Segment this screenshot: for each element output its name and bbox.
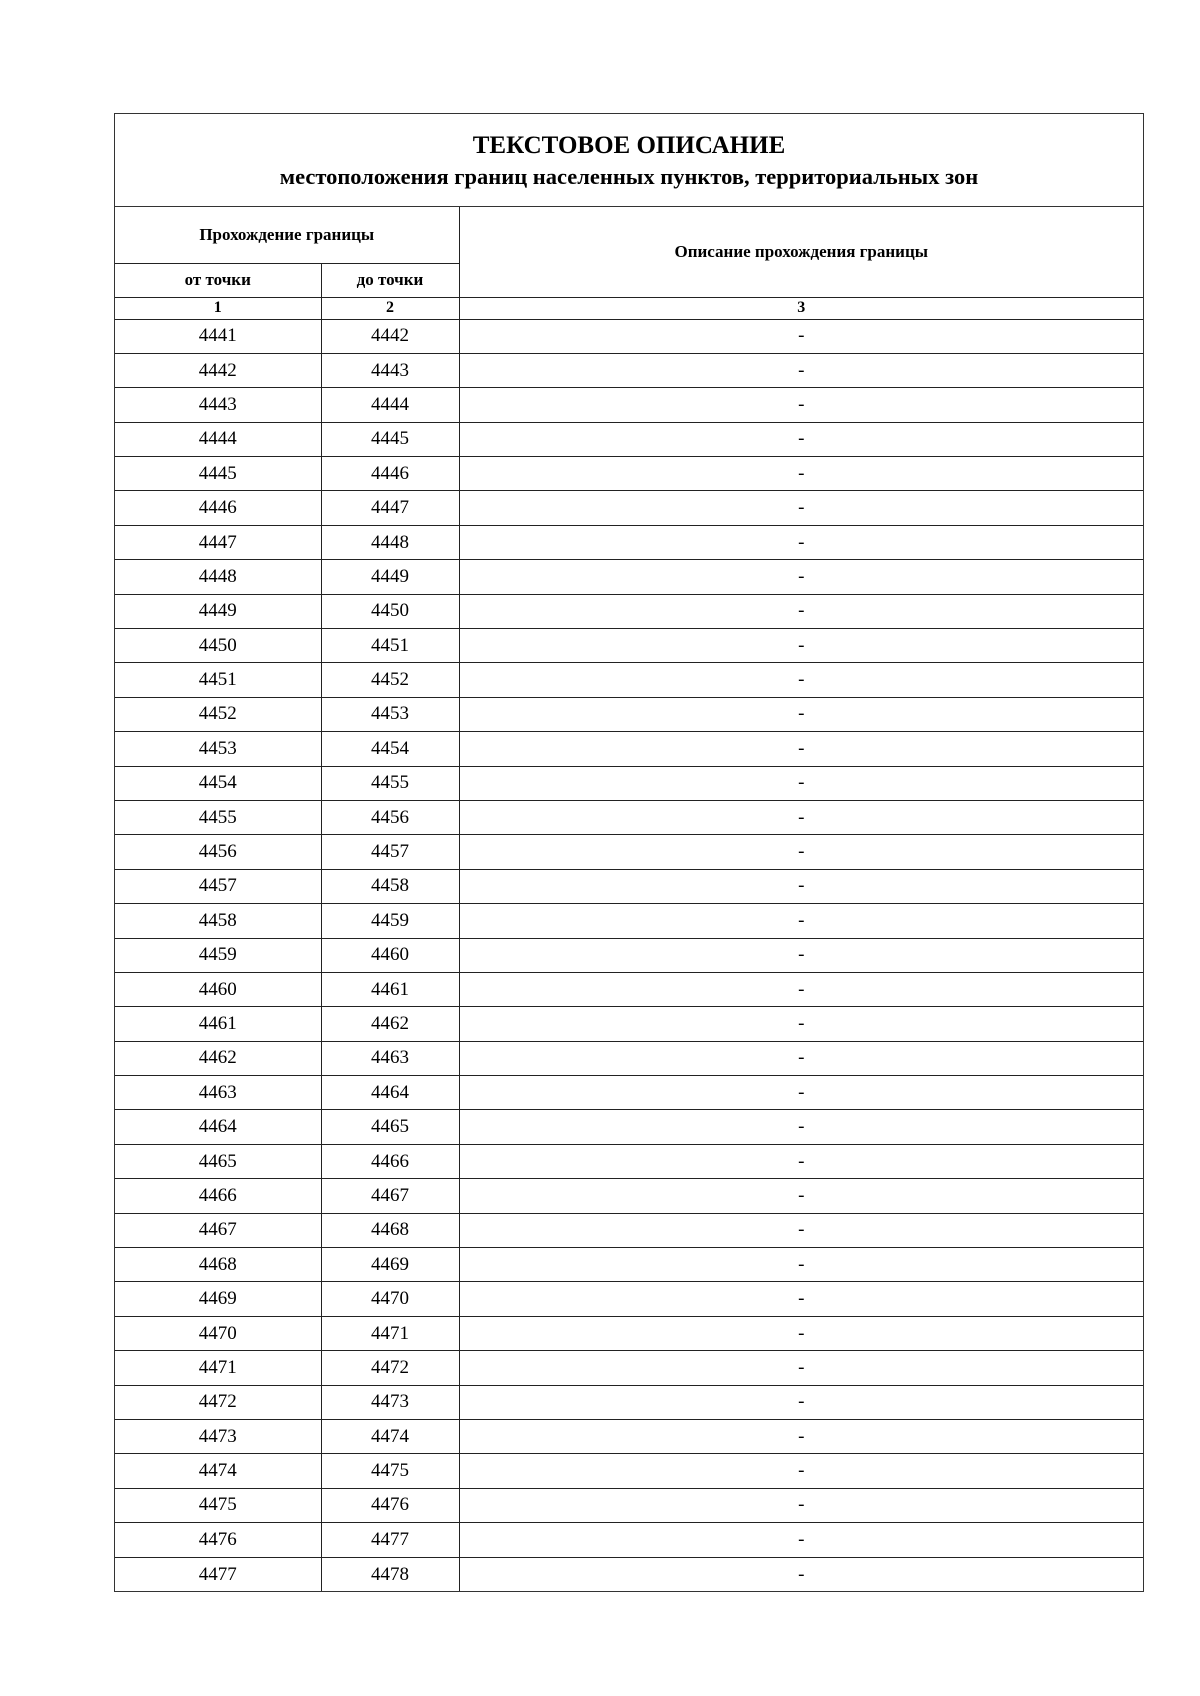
to-point-cell: 4453 [321,697,459,731]
from-point-cell: 4444 [115,422,321,456]
description-cell: - [459,1076,1143,1110]
table-row [115,938,1143,972]
description-cell: - [459,1007,1143,1041]
description-cell: - [459,697,1143,731]
table-row [115,869,1143,903]
description-cell: - [459,869,1143,903]
from-point-cell: 4474 [115,1454,321,1488]
to-point-cell: 4461 [321,972,459,1006]
to-point-cell: 4458 [321,869,459,903]
description-cell: - [459,1420,1143,1454]
description-cell: - [459,1041,1143,1075]
to-point-cell: 4466 [321,1144,459,1178]
to-point-cell: 4462 [321,1007,459,1041]
table-row [115,800,1143,834]
table-row [115,1523,1143,1557]
from-point-cell: 4452 [115,697,321,731]
boundary-table [115,207,1143,1591]
from-point-cell: 4448 [115,560,321,594]
to-point-cell: 4448 [321,525,459,559]
header-description: Описание прохождения границы [459,207,1143,297]
to-point-cell: 4467 [321,1179,459,1213]
table-row [115,1385,1143,1419]
table-row [115,319,1143,353]
description-cell: - [459,491,1143,525]
table-row [115,491,1143,525]
table-row [115,766,1143,800]
description-cell: - [459,1179,1143,1213]
header-from-point: от точки [115,263,321,297]
to-point-cell: 4450 [321,594,459,628]
to-point-cell: 4456 [321,800,459,834]
description-cell: - [459,594,1143,628]
table-row [115,732,1143,766]
description-cell: - [459,1213,1143,1247]
to-point-cell: 4451 [321,629,459,663]
table-row [115,560,1143,594]
description-cell: - [459,972,1143,1006]
from-point-cell: 4458 [115,904,321,938]
table-row [115,1248,1143,1282]
table-row [115,629,1143,663]
document-subtitle: местоположения границ населенных пунктов, территориальных зон [279,164,979,189]
description-cell: - [459,1351,1143,1385]
to-point-cell: 4468 [321,1213,459,1247]
from-point-cell: 4445 [115,457,321,491]
from-point-cell: 4468 [115,1248,321,1282]
description-cell: - [459,1144,1143,1178]
header-col-number-3: 3 [459,297,1143,319]
from-point-cell: 4449 [115,594,321,628]
from-point-cell: 4460 [115,972,321,1006]
to-point-cell: 4475 [321,1454,459,1488]
description-cell: - [459,457,1143,491]
description-cell: - [459,1488,1143,1522]
header-col-number-1: 1 [115,297,321,319]
description-cell: - [459,1523,1143,1557]
table-row [115,525,1143,559]
table-row [115,457,1143,491]
to-point-cell: 4446 [321,457,459,491]
table-row [115,1282,1143,1316]
to-point-cell: 4444 [321,388,459,422]
from-point-cell: 4457 [115,869,321,903]
from-point-cell: 4475 [115,1488,321,1522]
table-row [115,1076,1143,1110]
table-row [115,1041,1143,1075]
from-point-cell: 4463 [115,1076,321,1110]
description-cell: - [459,904,1143,938]
to-point-cell: 4478 [321,1557,459,1591]
document-title-block [115,114,1143,207]
to-point-cell: 4464 [321,1076,459,1110]
to-point-cell: 4471 [321,1316,459,1350]
to-point-cell: 4476 [321,1488,459,1522]
table-row [115,353,1143,387]
table-row [115,594,1143,628]
from-point-cell: 4453 [115,732,321,766]
table-row [115,422,1143,456]
header-boundary-passage: Прохождение границы [115,207,459,263]
table-row [115,697,1143,731]
from-point-cell: 4465 [115,1144,321,1178]
from-point-cell: 4461 [115,1007,321,1041]
description-cell: - [459,1454,1143,1488]
table-row [115,1110,1143,1144]
to-point-cell: 4454 [321,732,459,766]
to-point-cell: 4469 [321,1248,459,1282]
from-point-cell: 4471 [115,1351,321,1385]
to-point-cell: 4477 [321,1523,459,1557]
from-point-cell: 4455 [115,800,321,834]
table-row [115,1557,1143,1591]
to-point-cell: 4442 [321,319,459,353]
table-row [115,1351,1143,1385]
to-point-cell: 4445 [321,422,459,456]
table-row [115,835,1143,869]
header-col-number-2: 2 [321,297,459,319]
table-row [115,1007,1143,1041]
to-point-cell: 4472 [321,1351,459,1385]
table-body [115,319,1143,1591]
description-cell: - [459,422,1143,456]
from-point-cell: 4470 [115,1316,321,1350]
table-row [115,1144,1143,1178]
description-cell: - [459,835,1143,869]
description-cell: - [459,1557,1143,1591]
to-point-cell: 4443 [321,353,459,387]
table-row [115,972,1143,1006]
table-row [115,1488,1143,1522]
from-point-cell: 4459 [115,938,321,972]
to-point-cell: 4465 [321,1110,459,1144]
from-point-cell: 4451 [115,663,321,697]
from-point-cell: 4473 [115,1420,321,1454]
to-point-cell: 4470 [321,1282,459,1316]
to-point-cell: 4457 [321,835,459,869]
to-point-cell: 4455 [321,766,459,800]
description-cell: - [459,1385,1143,1419]
table-row [115,1316,1143,1350]
description-cell: - [459,800,1143,834]
from-point-cell: 4442 [115,353,321,387]
from-point-cell: 4469 [115,1282,321,1316]
table-row [115,904,1143,938]
description-cell: - [459,319,1143,353]
description-cell: - [459,1110,1143,1144]
from-point-cell: 4441 [115,319,321,353]
description-cell: - [459,388,1143,422]
description-cell: - [459,525,1143,559]
to-point-cell: 4452 [321,663,459,697]
description-cell: - [459,938,1143,972]
table-row [115,388,1143,422]
table-row [115,1179,1143,1213]
from-point-cell: 4447 [115,525,321,559]
table-row [115,1420,1143,1454]
from-point-cell: 4476 [115,1523,321,1557]
description-cell: - [459,663,1143,697]
from-point-cell: 4466 [115,1179,321,1213]
table-row [115,663,1143,697]
to-point-cell: 4473 [321,1385,459,1419]
from-point-cell: 4462 [115,1041,321,1075]
from-point-cell: 4477 [115,1557,321,1591]
from-point-cell: 4446 [115,491,321,525]
from-point-cell: 4456 [115,835,321,869]
description-cell: - [459,629,1143,663]
from-point-cell: 4443 [115,388,321,422]
document-title: ТЕКСТОВОЕ ОПИСАНИЕ [472,132,786,159]
description-cell: - [459,1248,1143,1282]
header-to-point: до точки [321,263,459,297]
to-point-cell: 4449 [321,560,459,594]
to-point-cell: 4474 [321,1420,459,1454]
to-point-cell: 4463 [321,1041,459,1075]
description-cell: - [459,732,1143,766]
from-point-cell: 4454 [115,766,321,800]
from-point-cell: 4450 [115,629,321,663]
from-point-cell: 4472 [115,1385,321,1419]
description-cell: - [459,1316,1143,1350]
table-row [115,1213,1143,1247]
description-cell: - [459,766,1143,800]
description-cell: - [459,560,1143,594]
from-point-cell: 4467 [115,1213,321,1247]
description-cell: - [459,353,1143,387]
to-point-cell: 4459 [321,904,459,938]
description-cell: - [459,1282,1143,1316]
from-point-cell: 4464 [115,1110,321,1144]
to-point-cell: 4460 [321,938,459,972]
table-row [115,1454,1143,1488]
to-point-cell: 4447 [321,491,459,525]
boundary-description-document [114,113,1144,1592]
